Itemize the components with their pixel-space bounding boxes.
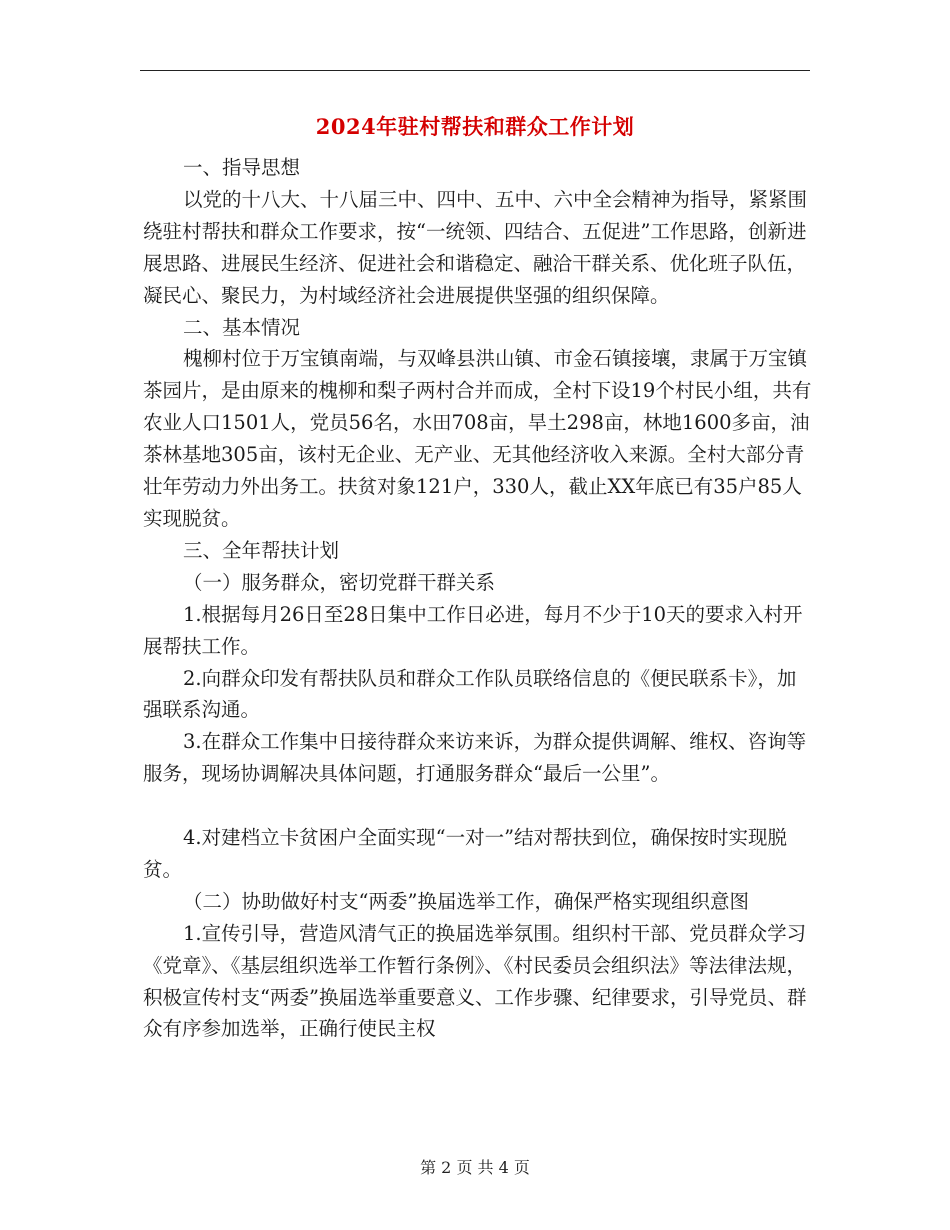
section-heading: 一、指导思想	[183, 156, 301, 179]
paragraph: 以党的十八大、十八届三中、四中、五中、六中全会精神为指导，紧紧围绕驻村帮扶和群众工作要求，按“一统领、四结合、五促进”工作思路，创新进展思路、进展民生经济、促进社会和谐稳定、融洽干群关系、优化班子队伍，凝民心、聚民力，为村域经济社会进展提供坚强的组织保障。	[143, 187, 808, 307]
subsection-heading: （二）协助做好村支“两委”换届选举工作，确保严格实现组织意图	[183, 889, 749, 913]
subsection-heading: （一）服务群众，密切党群干群关系	[183, 570, 496, 594]
paragraph: 2.向群众印发有帮扶队员和群众工作队员联络信息的《便民联系卡》，加强联系沟通。	[143, 666, 797, 722]
page-footer: 第 2 页 共 4 页	[420, 1158, 530, 1177]
document-title: 2024年驻村帮扶和群众工作计划	[315, 114, 635, 139]
header-rule	[140, 70, 810, 71]
section-heading: 三、全年帮扶计划	[183, 538, 340, 562]
paragraph: 1.根据每月26日至28日集中工作日必进，每月不少于10天的要求入村开展帮扶工作。	[143, 602, 803, 658]
section-heading: 二、基本情况	[183, 315, 301, 339]
paragraph: 4.对建档立卡贫困户全面实现“一对一”结对帮扶到位，确保按时实现脱贫。	[143, 826, 788, 881]
paragraph: 3.在群众工作集中日接待群众来访来诉，为群众提供调解、维权、咨询等服务，现场协调解决具体问题，打通服务群众“最后一公里”。	[143, 730, 807, 786]
document-body	[143, 152, 813, 1045]
paragraph: 槐柳村位于万宝镇南端，与双峰县洪山镇、市金石镇接壤，隶属于万宝镇茶园片，是由原来的槐柳和梨子两村合并而成，全村下设19个村民小组，共有农业人口1501人，党员56名，水田708亩，旱土298亩，林地1600多亩，油茶林基地305亩，该村无企业、无产业、无其他经济收入来源。全村大部分青壮年劳动力外出务工。扶贫对象121户，330人，截止XX年底已有35户85人实现脱贫。	[143, 347, 812, 530]
paragraph: 1.宣传引导，营造风清气正的换届选举氛围。组织村干部、党员群众学习《党章》、《基层组织选举工作暂行条例》、《村民委员会组织法》等法律法规，积极宣传村支“两委”换届选举重要意义、工作步骤、纪律要求，引导党员、群众有序参加选举，正确行使民主权	[143, 921, 807, 1041]
